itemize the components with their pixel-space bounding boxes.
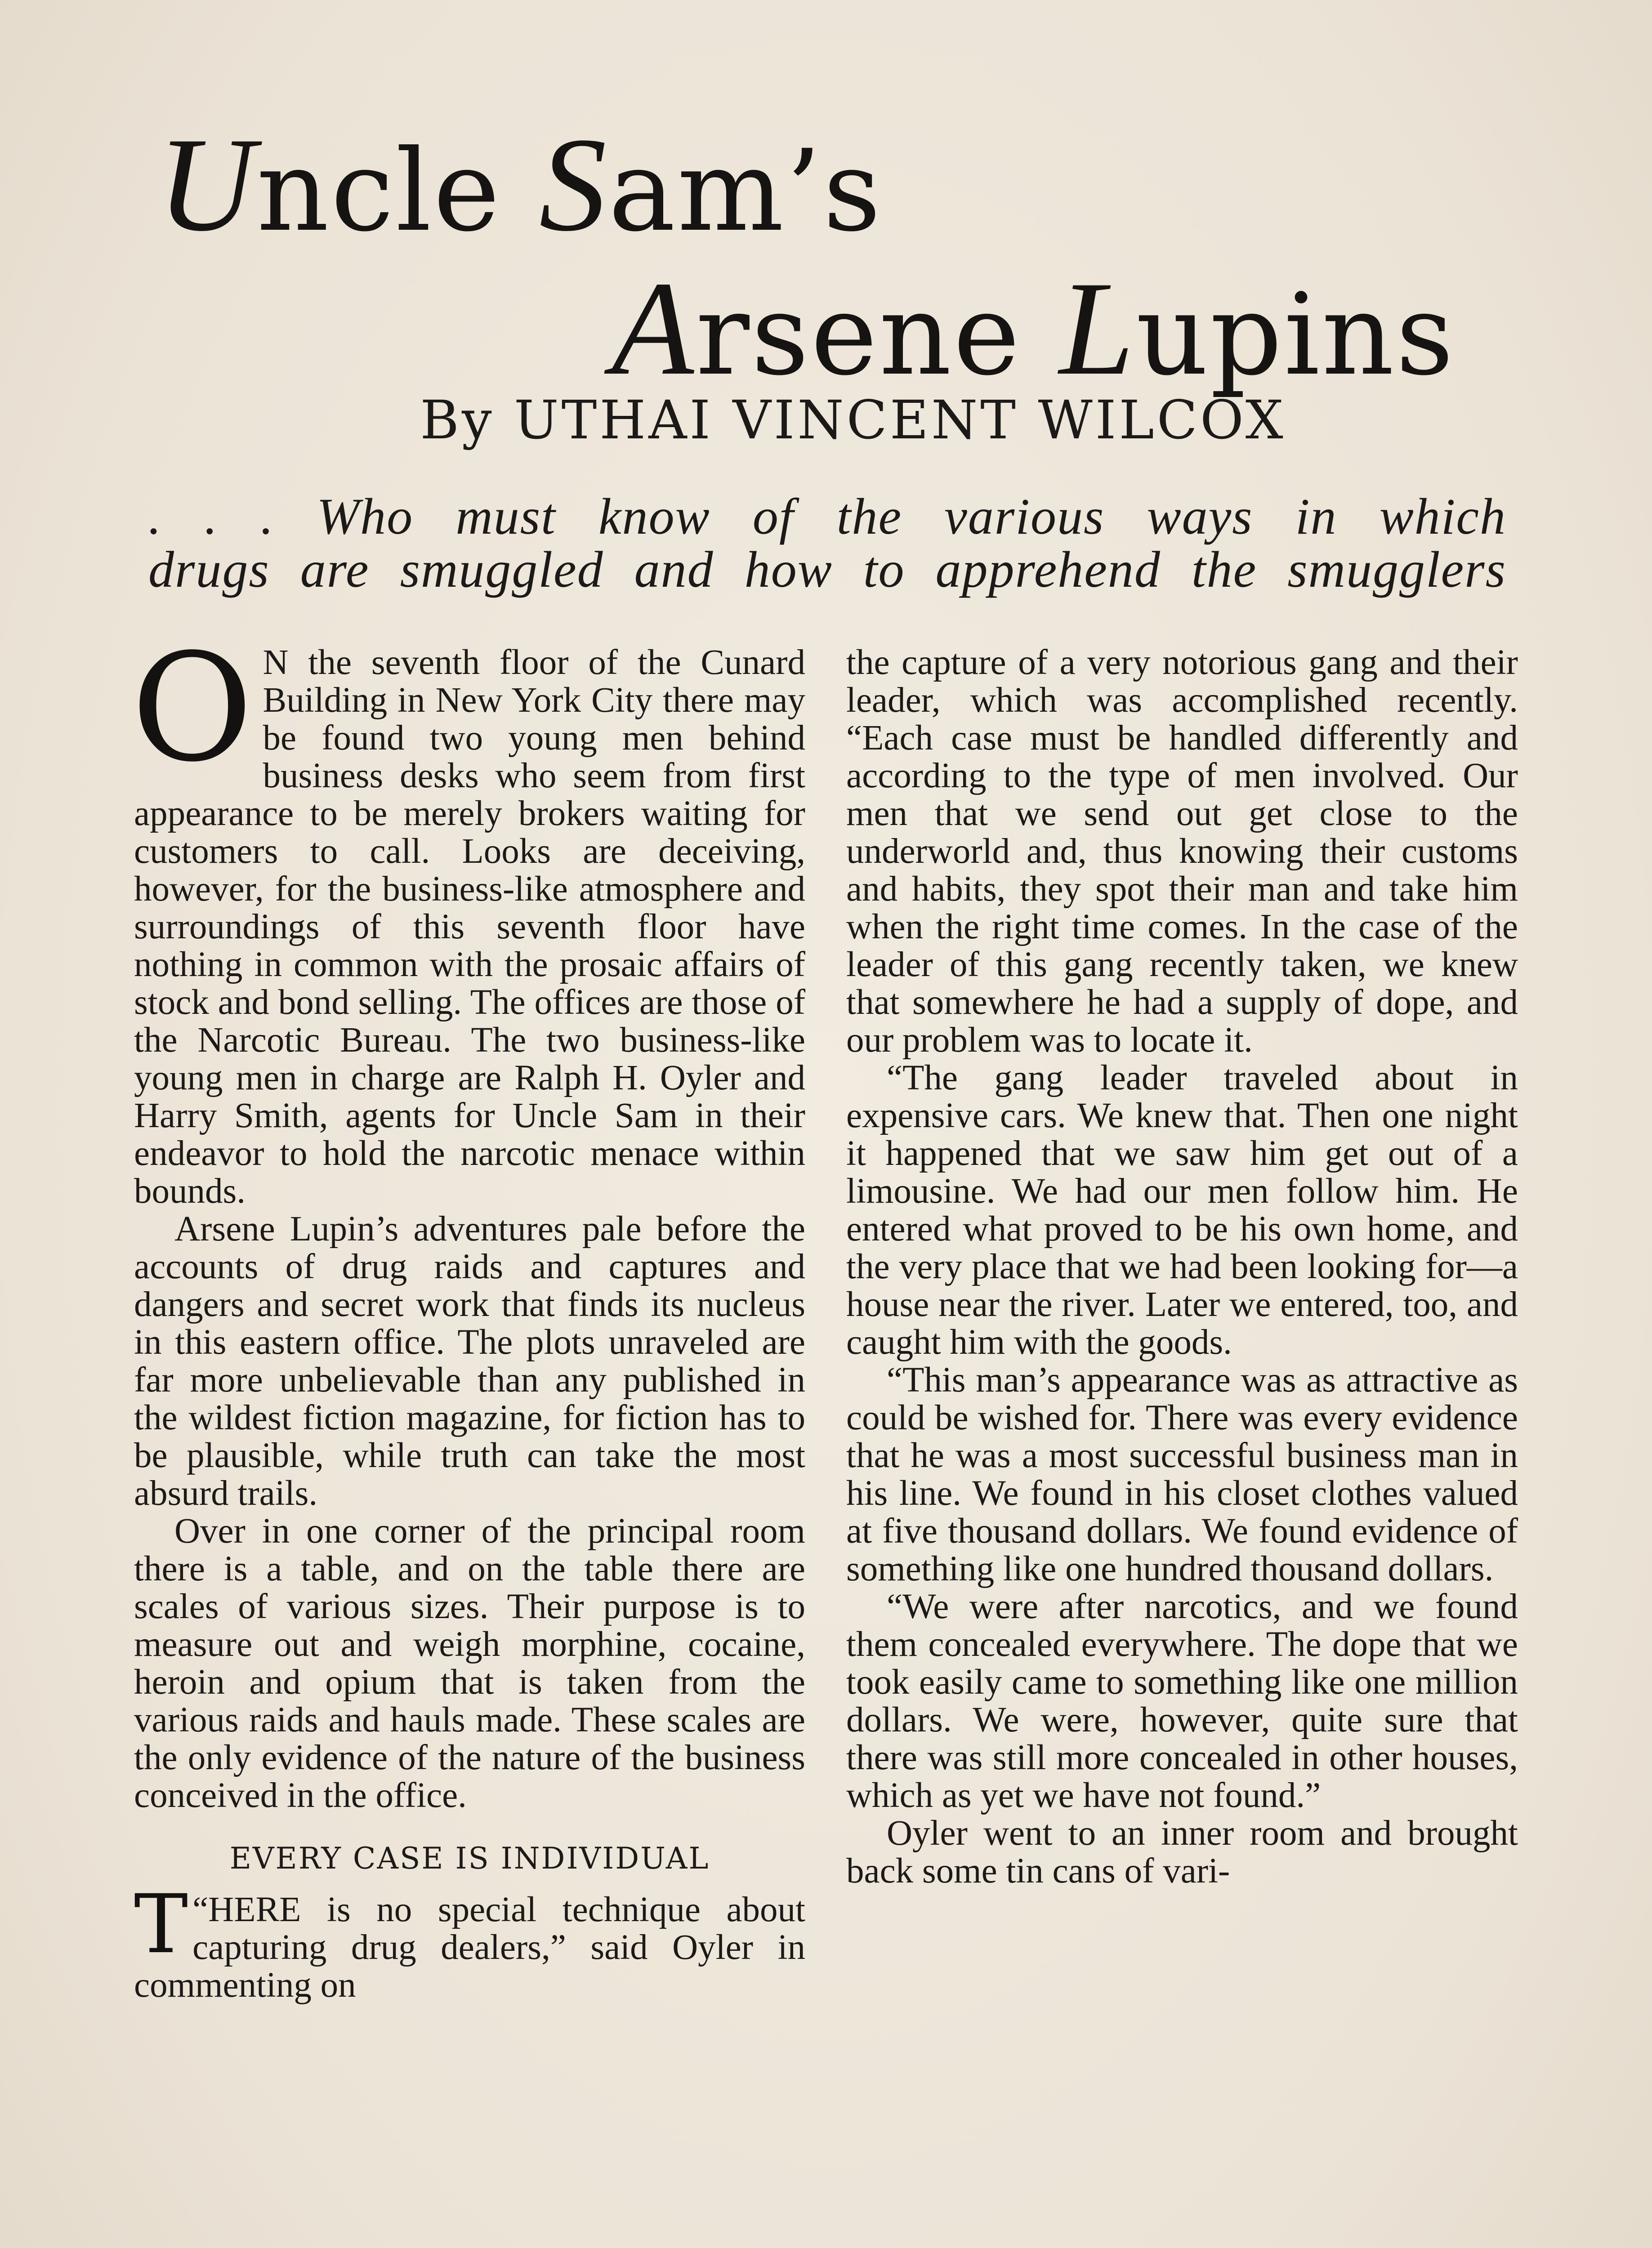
paragraph-7: “This man’s appearance was as attractive as could be wished for. There was every evidence that he was a most successful business man in his line. We found in his closet clothes valued at five thousand dollars. We found evidence of something like one hundred thousand dollars. [846, 1360, 1518, 1588]
byline [0, 389, 1652, 451]
byline-text: By UTHAI VINCENT WILCOX [420, 389, 1286, 451]
paragraph-9: Oyler went to an inner room and brought back some tin cans of vari- [846, 1814, 1518, 1891]
article-deck [148, 490, 1506, 596]
paragraph-3: Over in one corner of the principal room there is a table, and on the table there are scales of various sizes. Their purpose is to measure out and weigh morphine, cocaine, heroin and opium that is taken from the various raids and hauls made. These scales are the only evidence of the nature of the business conceived in the office. [134, 1512, 805, 1815]
article-title-line-2 [612, 254, 1456, 403]
title-word-uncle: ncle [256, 125, 540, 256]
title-initial-a: A [612, 254, 696, 403]
deck-line-2: drugs are smuggled and how to apprehend the smugglers [148, 541, 1506, 598]
title-initial-s: S [539, 110, 609, 259]
paragraph-6: “The gang leader traveled about in expensive cars. We knew that. Then one night it happened that we saw him get out of a limousine. We had our men follow him. He entered what proved to be his own home, and the very place that we had been looking for—a house near the river. Later we entered, too, and caught him with the goods. [846, 1058, 1518, 1362]
left-column [131, 622, 805, 2005]
title-initial-l: L [1059, 254, 1136, 403]
paragraph-1 [131, 622, 805, 1211]
title-word-sams: am’s [608, 125, 883, 256]
paragraph-4 [134, 1878, 805, 2005]
paragraph-5: the capture of a very notorious gang and their leader, which was accomplished recently. “Each case must be handled differently and according to the type of men involved. Our men that we send out get close to the underworld and, thus knowing their customs and habits, they spot their man and take him when the right time comes. In the case of the leader of this gang recently taken, we knew that somewhere he had a supply of dope, and our problem was to locate it. [846, 643, 1518, 1060]
paragraph-8: “We were after narcotics, and we found them concealed everywhere. The dope that we took easily came to something like one million dollars. We were, however, quite sure that there was still more concealed in other houses, which as yet we have not found.” [846, 1587, 1518, 1815]
paragraph-1-text: N the seventh floor of the Cunard Building in New York City there may be found two young men behind business desks who seem from first appearance to be merely brokers waiting for customers to call. Looks are deceiving, however, for the business-like atmosphere and surroundings of this seventh floor have nothing in common with the prosaic affairs of stock and bond selling. The offices are those of the Narcotic Bureau. The two business-like young men in charge are Ralph H. Oyler and Harry Smith, agents for Uncle Sam in their endeavor to hold the narcotic menace within bounds. [134, 643, 805, 1211]
drop-cap-t: T [134, 1878, 188, 1971]
paragraph-2: Arsene Lupin’s adventures pale before the accounts of drug raids and captures and dangers and secret work that finds its nucleus in this eastern office. The plots unraveled are far more unbelievable than any published in the wildest fiction magazine, for fiction has to be plausible, while truth can take the most absurd trails. [134, 1209, 805, 1513]
drop-cap-o: O [131, 622, 253, 794]
article-title-line-1 [157, 110, 883, 259]
title-initial-u: U [157, 110, 257, 259]
right-column [846, 644, 1518, 1890]
opening-quote: “ [192, 1890, 209, 1929]
section-subhead: EVERY CASE IS INDIVIDUAL [229, 1841, 710, 1876]
title-word-arsene: rsene [696, 269, 1059, 400]
paragraph-4-text: HERE is no special technique about capturing drug dealers,” said Oyler in commenting on [134, 1890, 805, 2005]
title-word-lupins: upins [1136, 269, 1456, 400]
deck-line-1: . . . Who must know of the various ways in which [148, 488, 1506, 545]
